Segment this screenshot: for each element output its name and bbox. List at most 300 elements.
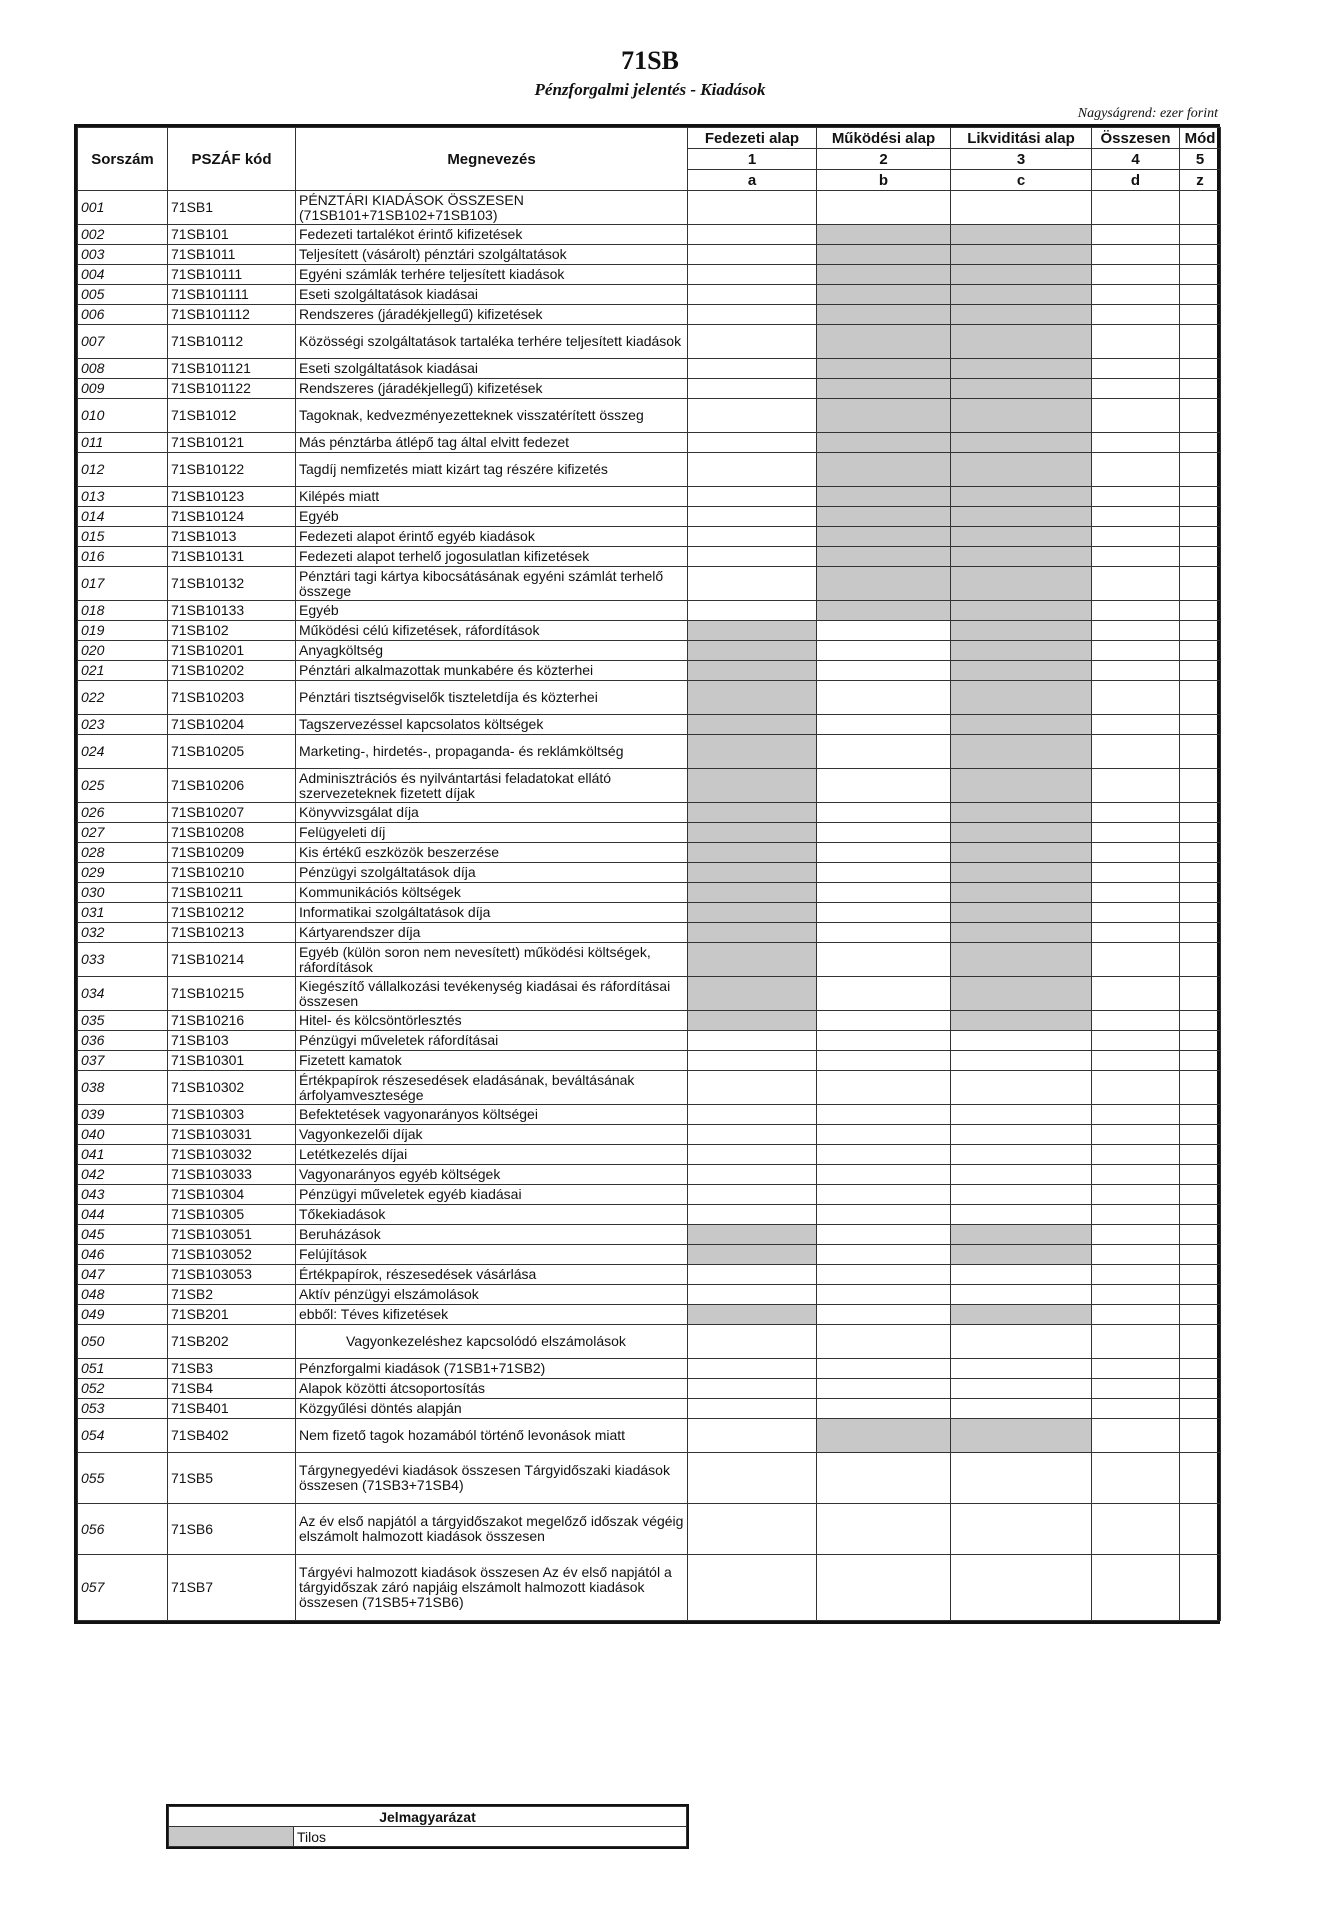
- value-cell[interactable]: [1092, 1265, 1180, 1285]
- value-cell[interactable]: [1180, 843, 1221, 863]
- value-cell[interactable]: [951, 1399, 1092, 1419]
- value-cell[interactable]: [1180, 1245, 1221, 1265]
- value-cell[interactable]: [1180, 977, 1221, 1011]
- value-cell[interactable]: [1180, 265, 1221, 285]
- value-cell[interactable]: [1092, 305, 1180, 325]
- value-cell[interactable]: [688, 245, 817, 265]
- value-cell[interactable]: [1092, 1185, 1180, 1205]
- value-cell[interactable]: [1092, 943, 1180, 977]
- row-number: 020: [78, 641, 168, 661]
- value-cell[interactable]: [688, 1031, 817, 1051]
- forbidden-cell: [951, 285, 1092, 305]
- value-cell[interactable]: [1092, 285, 1180, 305]
- row-number: 031: [78, 903, 168, 923]
- forbidden-cell: [951, 883, 1092, 903]
- value-cell[interactable]: [817, 1399, 951, 1419]
- value-cell[interactable]: [1092, 1453, 1180, 1504]
- value-cell[interactable]: [1180, 245, 1221, 265]
- row-code: 71SB103031: [168, 1125, 296, 1145]
- value-cell[interactable]: [688, 305, 817, 325]
- value-cell[interactable]: [1180, 1325, 1221, 1359]
- value-cell[interactable]: [1092, 1145, 1180, 1165]
- table-row: [78, 977, 1221, 1011]
- value-cell[interactable]: [1180, 1051, 1221, 1071]
- forbidden-cell: [688, 661, 817, 681]
- value-cell[interactable]: [688, 1285, 817, 1305]
- value-cell[interactable]: [817, 1165, 951, 1185]
- value-cell[interactable]: [1092, 1419, 1180, 1453]
- value-cell[interactable]: [1180, 1453, 1221, 1504]
- value-cell[interactable]: [1180, 379, 1221, 399]
- value-cell[interactable]: [951, 1205, 1092, 1225]
- value-cell[interactable]: [1092, 567, 1180, 601]
- value-cell[interactable]: [817, 903, 951, 923]
- value-cell[interactable]: [1180, 1105, 1221, 1125]
- value-cell[interactable]: [1092, 1031, 1180, 1051]
- value-cell[interactable]: [1180, 1071, 1221, 1105]
- value-cell[interactable]: [688, 1379, 817, 1399]
- value-cell[interactable]: [1180, 191, 1221, 225]
- value-cell[interactable]: [1092, 1051, 1180, 1071]
- value-cell[interactable]: [688, 453, 817, 487]
- value-cell[interactable]: [817, 621, 951, 641]
- table-row: [78, 1399, 1221, 1419]
- table-row: [78, 265, 1221, 285]
- value-cell[interactable]: [688, 547, 817, 567]
- value-cell[interactable]: [688, 1071, 817, 1105]
- value-cell[interactable]: [688, 285, 817, 305]
- value-cell[interactable]: [1092, 903, 1180, 923]
- value-cell[interactable]: [688, 487, 817, 507]
- value-cell[interactable]: [817, 1555, 951, 1621]
- value-cell[interactable]: [1092, 527, 1180, 547]
- table-row: [78, 803, 1221, 823]
- value-cell[interactable]: [1180, 433, 1221, 453]
- value-cell[interactable]: [1092, 1379, 1180, 1399]
- value-cell[interactable]: [1092, 661, 1180, 681]
- value-cell[interactable]: [1180, 769, 1221, 803]
- value-cell[interactable]: [688, 265, 817, 285]
- row-description: Kis értékű eszközök beszerzése: [296, 843, 688, 863]
- value-cell[interactable]: [951, 1265, 1092, 1285]
- value-cell[interactable]: [1180, 1504, 1221, 1555]
- value-cell[interactable]: [1092, 265, 1180, 285]
- value-cell[interactable]: [951, 1125, 1092, 1145]
- value-cell[interactable]: [688, 1105, 817, 1125]
- row-description: Vagyonkezelői díjak: [296, 1125, 688, 1145]
- value-cell[interactable]: [1180, 923, 1221, 943]
- row-number: 042: [78, 1165, 168, 1185]
- value-cell[interactable]: [1092, 601, 1180, 621]
- value-cell[interactable]: [1092, 735, 1180, 769]
- forbidden-cell: [817, 359, 951, 379]
- value-cell[interactable]: [1180, 399, 1221, 433]
- value-cell[interactable]: [1092, 359, 1180, 379]
- table-row: [78, 1504, 1221, 1555]
- row-number: 001: [78, 191, 168, 225]
- forbidden-cell: [688, 863, 817, 883]
- value-cell[interactable]: [688, 567, 817, 601]
- value-cell[interactable]: [1180, 359, 1221, 379]
- value-cell[interactable]: [688, 1555, 817, 1621]
- value-cell[interactable]: [1180, 1359, 1221, 1379]
- row-number: 041: [78, 1145, 168, 1165]
- table-row: [78, 1453, 1221, 1504]
- forbidden-cell: [951, 621, 1092, 641]
- value-cell[interactable]: [1092, 1285, 1180, 1305]
- value-cell[interactable]: [1092, 487, 1180, 507]
- value-cell[interactable]: [951, 1325, 1092, 1359]
- value-cell[interactable]: [688, 399, 817, 433]
- value-cell[interactable]: [688, 1399, 817, 1419]
- value-cell[interactable]: [1092, 1359, 1180, 1379]
- value-cell[interactable]: [817, 769, 951, 803]
- value-cell[interactable]: [1180, 325, 1221, 359]
- row-number: 007: [78, 325, 168, 359]
- row-description: Kártyarendszer díja: [296, 923, 688, 943]
- value-cell[interactable]: [1092, 1399, 1180, 1419]
- table-row: [78, 1031, 1221, 1051]
- value-cell[interactable]: [1092, 1011, 1180, 1031]
- value-cell[interactable]: [1180, 1379, 1221, 1399]
- value-cell[interactable]: [817, 1379, 951, 1399]
- value-cell[interactable]: [1180, 661, 1221, 681]
- row-code: 71SB10205: [168, 735, 296, 769]
- value-cell[interactable]: [1180, 601, 1221, 621]
- value-cell[interactable]: [688, 1205, 817, 1225]
- value-cell[interactable]: [1092, 1325, 1180, 1359]
- value-cell[interactable]: [1180, 641, 1221, 661]
- row-number: 012: [78, 453, 168, 487]
- forbidden-cell: [951, 769, 1092, 803]
- value-cell[interactable]: [1180, 621, 1221, 641]
- value-cell[interactable]: [817, 977, 951, 1011]
- value-cell[interactable]: [817, 1225, 951, 1245]
- forbidden-cell: [688, 883, 817, 903]
- value-cell[interactable]: [951, 1165, 1092, 1185]
- value-cell[interactable]: [817, 1125, 951, 1145]
- row-code: 71SB10210: [168, 863, 296, 883]
- value-cell[interactable]: [688, 507, 817, 527]
- row-description: Alapok közötti átcsoportosítás: [296, 1379, 688, 1399]
- value-cell[interactable]: [1180, 1305, 1221, 1325]
- value-cell[interactable]: [1180, 527, 1221, 547]
- table-row: [78, 621, 1221, 641]
- value-cell[interactable]: [817, 943, 951, 977]
- value-cell[interactable]: [1092, 641, 1180, 661]
- value-cell[interactable]: [951, 1453, 1092, 1504]
- value-cell[interactable]: [817, 1145, 951, 1165]
- value-cell[interactable]: [1092, 769, 1180, 803]
- value-cell[interactable]: [688, 191, 817, 225]
- value-cell[interactable]: [817, 803, 951, 823]
- value-cell[interactable]: [817, 1453, 951, 1504]
- value-cell[interactable]: [1092, 823, 1180, 843]
- row-number: 006: [78, 305, 168, 325]
- value-cell[interactable]: [1092, 803, 1180, 823]
- forbidden-cell: [951, 1225, 1092, 1245]
- value-cell[interactable]: [1180, 1285, 1221, 1305]
- value-cell[interactable]: [1180, 681, 1221, 715]
- row-description: Pénztári tagi kártya kibocsátásának egyéni számlát terhelő összege: [296, 567, 688, 601]
- value-cell[interactable]: [688, 1359, 817, 1379]
- row-number: 040: [78, 1125, 168, 1145]
- value-cell[interactable]: [1092, 1225, 1180, 1245]
- value-cell[interactable]: [817, 1105, 951, 1125]
- forbidden-cell: [688, 903, 817, 923]
- value-cell[interactable]: [817, 1071, 951, 1105]
- value-cell[interactable]: [1092, 883, 1180, 903]
- value-cell[interactable]: [688, 601, 817, 621]
- row-number: 046: [78, 1245, 168, 1265]
- value-cell[interactable]: [688, 1453, 817, 1504]
- row-description: Fedezeti alapot terhelő jogosulatlan kifizetések: [296, 547, 688, 567]
- value-cell[interactable]: [688, 1265, 817, 1285]
- forbidden-cell: [951, 661, 1092, 681]
- value-cell[interactable]: [1180, 1031, 1221, 1051]
- value-cell[interactable]: [817, 823, 951, 843]
- row-number: 011: [78, 433, 168, 453]
- value-cell[interactable]: [817, 1245, 951, 1265]
- value-cell[interactable]: [1092, 621, 1180, 641]
- row-description: Pénzügyi szolgáltatások díja: [296, 863, 688, 883]
- value-cell[interactable]: [1092, 923, 1180, 943]
- row-code: 71SB10208: [168, 823, 296, 843]
- value-cell[interactable]: [1180, 863, 1221, 883]
- value-cell[interactable]: [1180, 507, 1221, 527]
- value-cell[interactable]: [1092, 1245, 1180, 1265]
- row-code: 71SB7: [168, 1555, 296, 1621]
- row-number: 047: [78, 1265, 168, 1285]
- value-cell[interactable]: [1092, 379, 1180, 399]
- value-cell[interactable]: [1180, 547, 1221, 567]
- value-cell[interactable]: [1092, 1504, 1180, 1555]
- value-cell[interactable]: [688, 325, 817, 359]
- value-cell[interactable]: [951, 1185, 1092, 1205]
- row-description: Tőkekiadások: [296, 1205, 688, 1225]
- value-cell[interactable]: [951, 1504, 1092, 1555]
- row-number: 056: [78, 1504, 168, 1555]
- value-cell[interactable]: [1180, 1265, 1221, 1285]
- row-number: 035: [78, 1011, 168, 1031]
- table-row: [78, 1285, 1221, 1305]
- value-cell[interactable]: [817, 1265, 951, 1285]
- value-cell[interactable]: [1180, 943, 1221, 977]
- value-cell[interactable]: [951, 1031, 1092, 1051]
- value-cell[interactable]: [817, 641, 951, 661]
- value-cell[interactable]: [951, 1379, 1092, 1399]
- value-cell[interactable]: [1180, 285, 1221, 305]
- row-description: Eseti szolgáltatások kiadásai: [296, 285, 688, 305]
- value-cell[interactable]: [1092, 1555, 1180, 1621]
- value-cell[interactable]: [817, 1185, 951, 1205]
- forbidden-cell: [951, 863, 1092, 883]
- value-cell[interactable]: [1092, 843, 1180, 863]
- row-code: 71SB2: [168, 1285, 296, 1305]
- value-cell[interactable]: [817, 191, 951, 225]
- row-description: Egyéni számlák terhére teljesített kiadások: [296, 265, 688, 285]
- value-cell[interactable]: [817, 863, 951, 883]
- value-cell[interactable]: [688, 1125, 817, 1145]
- value-cell[interactable]: [1092, 1125, 1180, 1145]
- legend-title: Jelmagyarázat: [169, 1807, 687, 1827]
- value-cell[interactable]: [688, 527, 817, 547]
- value-cell[interactable]: [951, 191, 1092, 225]
- value-cell[interactable]: [817, 843, 951, 863]
- row-description: Fizetett kamatok: [296, 1051, 688, 1071]
- table-row: [78, 715, 1221, 735]
- value-cell[interactable]: [817, 1031, 951, 1051]
- col-letter: z: [1180, 170, 1221, 191]
- value-cell[interactable]: [1180, 1185, 1221, 1205]
- value-cell[interactable]: [688, 1145, 817, 1165]
- value-cell[interactable]: [817, 1285, 951, 1305]
- value-cell[interactable]: [817, 1504, 951, 1555]
- value-cell[interactable]: [817, 1305, 951, 1325]
- value-cell[interactable]: [1092, 191, 1180, 225]
- value-cell[interactable]: [817, 923, 951, 943]
- row-code: 71SB103: [168, 1031, 296, 1051]
- value-cell[interactable]: [951, 1555, 1092, 1621]
- forbidden-cell: [817, 225, 951, 245]
- table-body: [78, 191, 1221, 1621]
- table-row: [78, 1325, 1221, 1359]
- value-cell[interactable]: [817, 1359, 951, 1379]
- value-cell[interactable]: [688, 1504, 817, 1555]
- value-cell[interactable]: [688, 1165, 817, 1185]
- forbidden-cell: [951, 977, 1092, 1011]
- row-code: 71SB101122: [168, 379, 296, 399]
- value-cell[interactable]: [1180, 1145, 1221, 1165]
- value-cell[interactable]: [1092, 245, 1180, 265]
- value-cell[interactable]: [688, 433, 817, 453]
- value-cell[interactable]: [688, 359, 817, 379]
- row-code: 71SB10215: [168, 977, 296, 1011]
- row-code: 71SB10211: [168, 883, 296, 903]
- value-cell[interactable]: [1092, 1305, 1180, 1325]
- value-cell[interactable]: [1180, 1555, 1221, 1621]
- value-cell[interactable]: [1092, 1165, 1180, 1185]
- row-number: 043: [78, 1185, 168, 1205]
- value-cell[interactable]: [951, 1285, 1092, 1305]
- table-row: [78, 1011, 1221, 1031]
- value-cell[interactable]: [1180, 883, 1221, 903]
- row-code: 71SB10214: [168, 943, 296, 977]
- value-cell[interactable]: [1180, 823, 1221, 843]
- row-number: 015: [78, 527, 168, 547]
- value-cell[interactable]: [1092, 1205, 1180, 1225]
- value-cell[interactable]: [1092, 1105, 1180, 1125]
- value-cell[interactable]: [1092, 1071, 1180, 1105]
- table-row: [78, 883, 1221, 903]
- value-cell[interactable]: [1180, 1125, 1221, 1145]
- row-description: Hitel- és kölcsöntörlesztés: [296, 1011, 688, 1031]
- value-cell[interactable]: [1180, 453, 1221, 487]
- value-cell[interactable]: [1180, 1165, 1221, 1185]
- value-cell[interactable]: [688, 1419, 817, 1453]
- value-cell[interactable]: [1092, 681, 1180, 715]
- col-number: 3: [951, 149, 1092, 170]
- value-cell[interactable]: [1092, 507, 1180, 527]
- value-cell[interactable]: [688, 1051, 817, 1071]
- value-cell[interactable]: [817, 1205, 951, 1225]
- row-description: Kilépés miatt: [296, 487, 688, 507]
- value-cell[interactable]: [1092, 863, 1180, 883]
- forbidden-cell: [951, 923, 1092, 943]
- value-cell[interactable]: [1180, 1225, 1221, 1245]
- row-description: Befektetések vagyonarányos költségei: [296, 1105, 688, 1125]
- value-cell[interactable]: [1092, 399, 1180, 433]
- value-cell[interactable]: [1180, 735, 1221, 769]
- value-cell[interactable]: [688, 1325, 817, 1359]
- value-cell[interactable]: [1180, 1419, 1221, 1453]
- value-cell[interactable]: [1092, 325, 1180, 359]
- value-cell[interactable]: [1092, 453, 1180, 487]
- row-code: 71SB10132: [168, 567, 296, 601]
- value-cell[interactable]: [688, 225, 817, 245]
- value-cell[interactable]: [1180, 803, 1221, 823]
- value-cell[interactable]: [1180, 567, 1221, 601]
- forbidden-cell: [951, 547, 1092, 567]
- value-cell[interactable]: [817, 1011, 951, 1031]
- table-row: [78, 601, 1221, 621]
- value-cell[interactable]: [688, 1185, 817, 1205]
- value-cell[interactable]: [951, 1359, 1092, 1379]
- value-cell[interactable]: [817, 735, 951, 769]
- value-cell[interactable]: [1180, 305, 1221, 325]
- value-cell[interactable]: [817, 715, 951, 735]
- table-row: [78, 923, 1221, 943]
- value-cell[interactable]: [951, 1105, 1092, 1125]
- value-cell[interactable]: [1092, 225, 1180, 245]
- row-code: 71SB10124: [168, 507, 296, 527]
- value-cell[interactable]: [951, 1145, 1092, 1165]
- value-cell[interactable]: [1180, 1205, 1221, 1225]
- value-cell[interactable]: [817, 681, 951, 715]
- value-cell[interactable]: [817, 1325, 951, 1359]
- forbidden-cell: [951, 903, 1092, 923]
- col-letter: d: [1092, 170, 1180, 191]
- value-cell[interactable]: [688, 379, 817, 399]
- value-cell[interactable]: [817, 661, 951, 681]
- value-cell[interactable]: [1092, 547, 1180, 567]
- value-cell[interactable]: [817, 1051, 951, 1071]
- value-cell[interactable]: [1180, 1011, 1221, 1031]
- row-description: Tárgyévi halmozott kiadások összesen Az év első napjától a tárgyidőszak záró napjáig elszámolt halmozott kiadások összesen (71SB5+71SB6): [296, 1555, 688, 1621]
- value-cell[interactable]: [1180, 487, 1221, 507]
- row-code: 71SB10303: [168, 1105, 296, 1125]
- value-cell[interactable]: [1180, 1399, 1221, 1419]
- row-description: Adminisztrációs és nyilvántartási feladatokat ellátó szervezeteknek fizetett díjak: [296, 769, 688, 803]
- row-number: 045: [78, 1225, 168, 1245]
- value-cell[interactable]: [1092, 433, 1180, 453]
- forbidden-cell: [817, 567, 951, 601]
- value-cell[interactable]: [951, 1051, 1092, 1071]
- value-cell[interactable]: [1092, 977, 1180, 1011]
- value-cell[interactable]: [951, 1071, 1092, 1105]
- value-cell[interactable]: [1092, 715, 1180, 735]
- value-cell[interactable]: [1180, 903, 1221, 923]
- value-cell[interactable]: [817, 883, 951, 903]
- col-letter: b: [817, 170, 951, 191]
- row-number: 008: [78, 359, 168, 379]
- row-code: 71SB10203: [168, 681, 296, 715]
- forbidden-cell: [688, 735, 817, 769]
- value-cell[interactable]: [1180, 715, 1221, 735]
- row-description: Pénztári tisztségviselők tiszteletdíja és közterhei: [296, 681, 688, 715]
- value-cell[interactable]: [1180, 225, 1221, 245]
- table-row: [78, 1305, 1221, 1325]
